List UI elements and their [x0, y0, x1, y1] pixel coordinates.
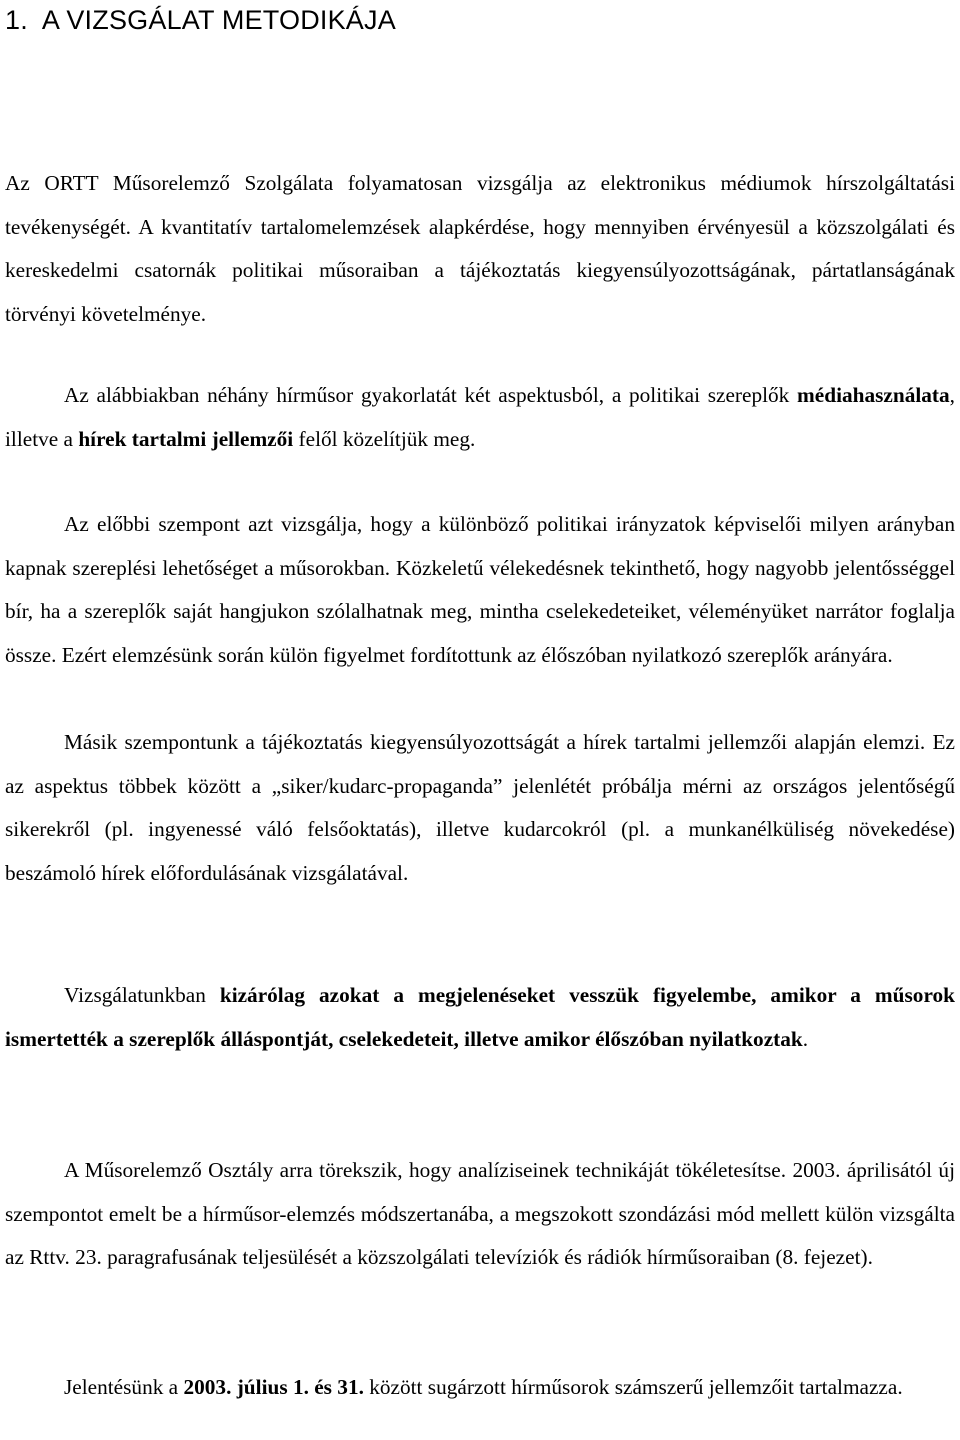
period-text-2: között sugárzott hírműsorok számszerű jellemzőit tartalmazza.	[363, 1375, 903, 1399]
first-aspect-paragraph: Az előbbi szempont azt vizsgálja, hogy a különböző politikai irányzatok képviselői milyen arányban kapnak szereplési lehetőséget a műsorokban. Közkeletű vélekedésnek tekinthető, hogy nagyobb jelentősséggel bír, ha a szereplők saját hangjukon szólalhatnak meg, mintha cselekedeteiket, véleményüket narrátor foglalja össze. Ezért elemzésünk során külön figyelmet fordítottunk az élőszóban nyilatkozó szereplők arányára.	[5, 512, 955, 667]
period-bold-dates: 2003. július 1. és 31.	[183, 1375, 364, 1399]
chapter-heading	[5, 2, 396, 38]
intro-paragraph: Az ORTT Műsorelemző Szolgálata folyamatosan vizsgálja az elektronikus médiumok hírszolgáltatási tevékenységét. A kvantitatív tartalomelemzések alapkérdése, hogy mennyiben érvényesül a közszolgálati és kereskedelmi csatornák politikai műsoraiban a tájékoztatás kiegyensúlyozottságának, pártatlanságának törvényi követelménye.	[5, 171, 955, 326]
aspects-paragraph	[5, 374, 955, 461]
period-paragraph	[5, 1366, 955, 1410]
scope-text-1: Vizsgálatunkban	[64, 983, 220, 1007]
aspects-bold-news-content: hírek tartalmi jellemzői	[78, 426, 294, 451]
aspects-text-3: felől közelítjük meg.	[293, 426, 476, 451]
chapter-number: 1.	[5, 5, 28, 35]
aspects-bold-media-use: médiahasználata	[797, 383, 950, 407]
methodology-paragraph: A Műsorelemző Osztály arra törekszik, hogy analíziseinek technikáját tökéletesítse. 2003. áprilisától új szempontot emelt be a hírműsor-elemzés módszertanába, a megszokott szondázási mód mellett külön vizsgálta az Rttv. 23. paragrafusának teljesülését a közszolgálati televíziók és rádiók hírműsoraiban (8. fejezet).	[5, 1158, 955, 1270]
aspects-text-1: Az alábbiakban néhány hírműsor gyakorlatát két aspektusból, a politikai szereplők	[64, 383, 798, 407]
scope-bold-text: kizárólag azokat a megjelenéseket vesszük figyelembe, amikor a műsorok ismertették a szereplők álláspontját, cselekedeteit, illetve amikor élőszóban nyilatkoztak	[5, 983, 956, 1051]
aspects-text-2: , illetve a	[5, 383, 955, 451]
second-aspect-paragraph: Másik szempontunk a tájékoztatás kiegyensúlyozottságát a hírek tartalmi jellemzői alapján elemzi. Ez az aspektus többek között a „siker/kudarc-propaganda” jelenlétét próbálja mérni az országos jelentőségű sikerekről (pl. ingyenessé váló felsőoktatás), illetve kudarcokról (pl. a munkanélküliség növekedése) beszámoló hírek előfordulásának vizsgálatával.	[5, 730, 955, 885]
chapter-title: A VIZSGÁLAT METODIKÁJA	[41, 5, 396, 35]
scope-text-2: .	[802, 1026, 809, 1051]
scope-paragraph	[5, 974, 955, 1061]
period-text-1: Jelentésünk a	[64, 1375, 184, 1399]
